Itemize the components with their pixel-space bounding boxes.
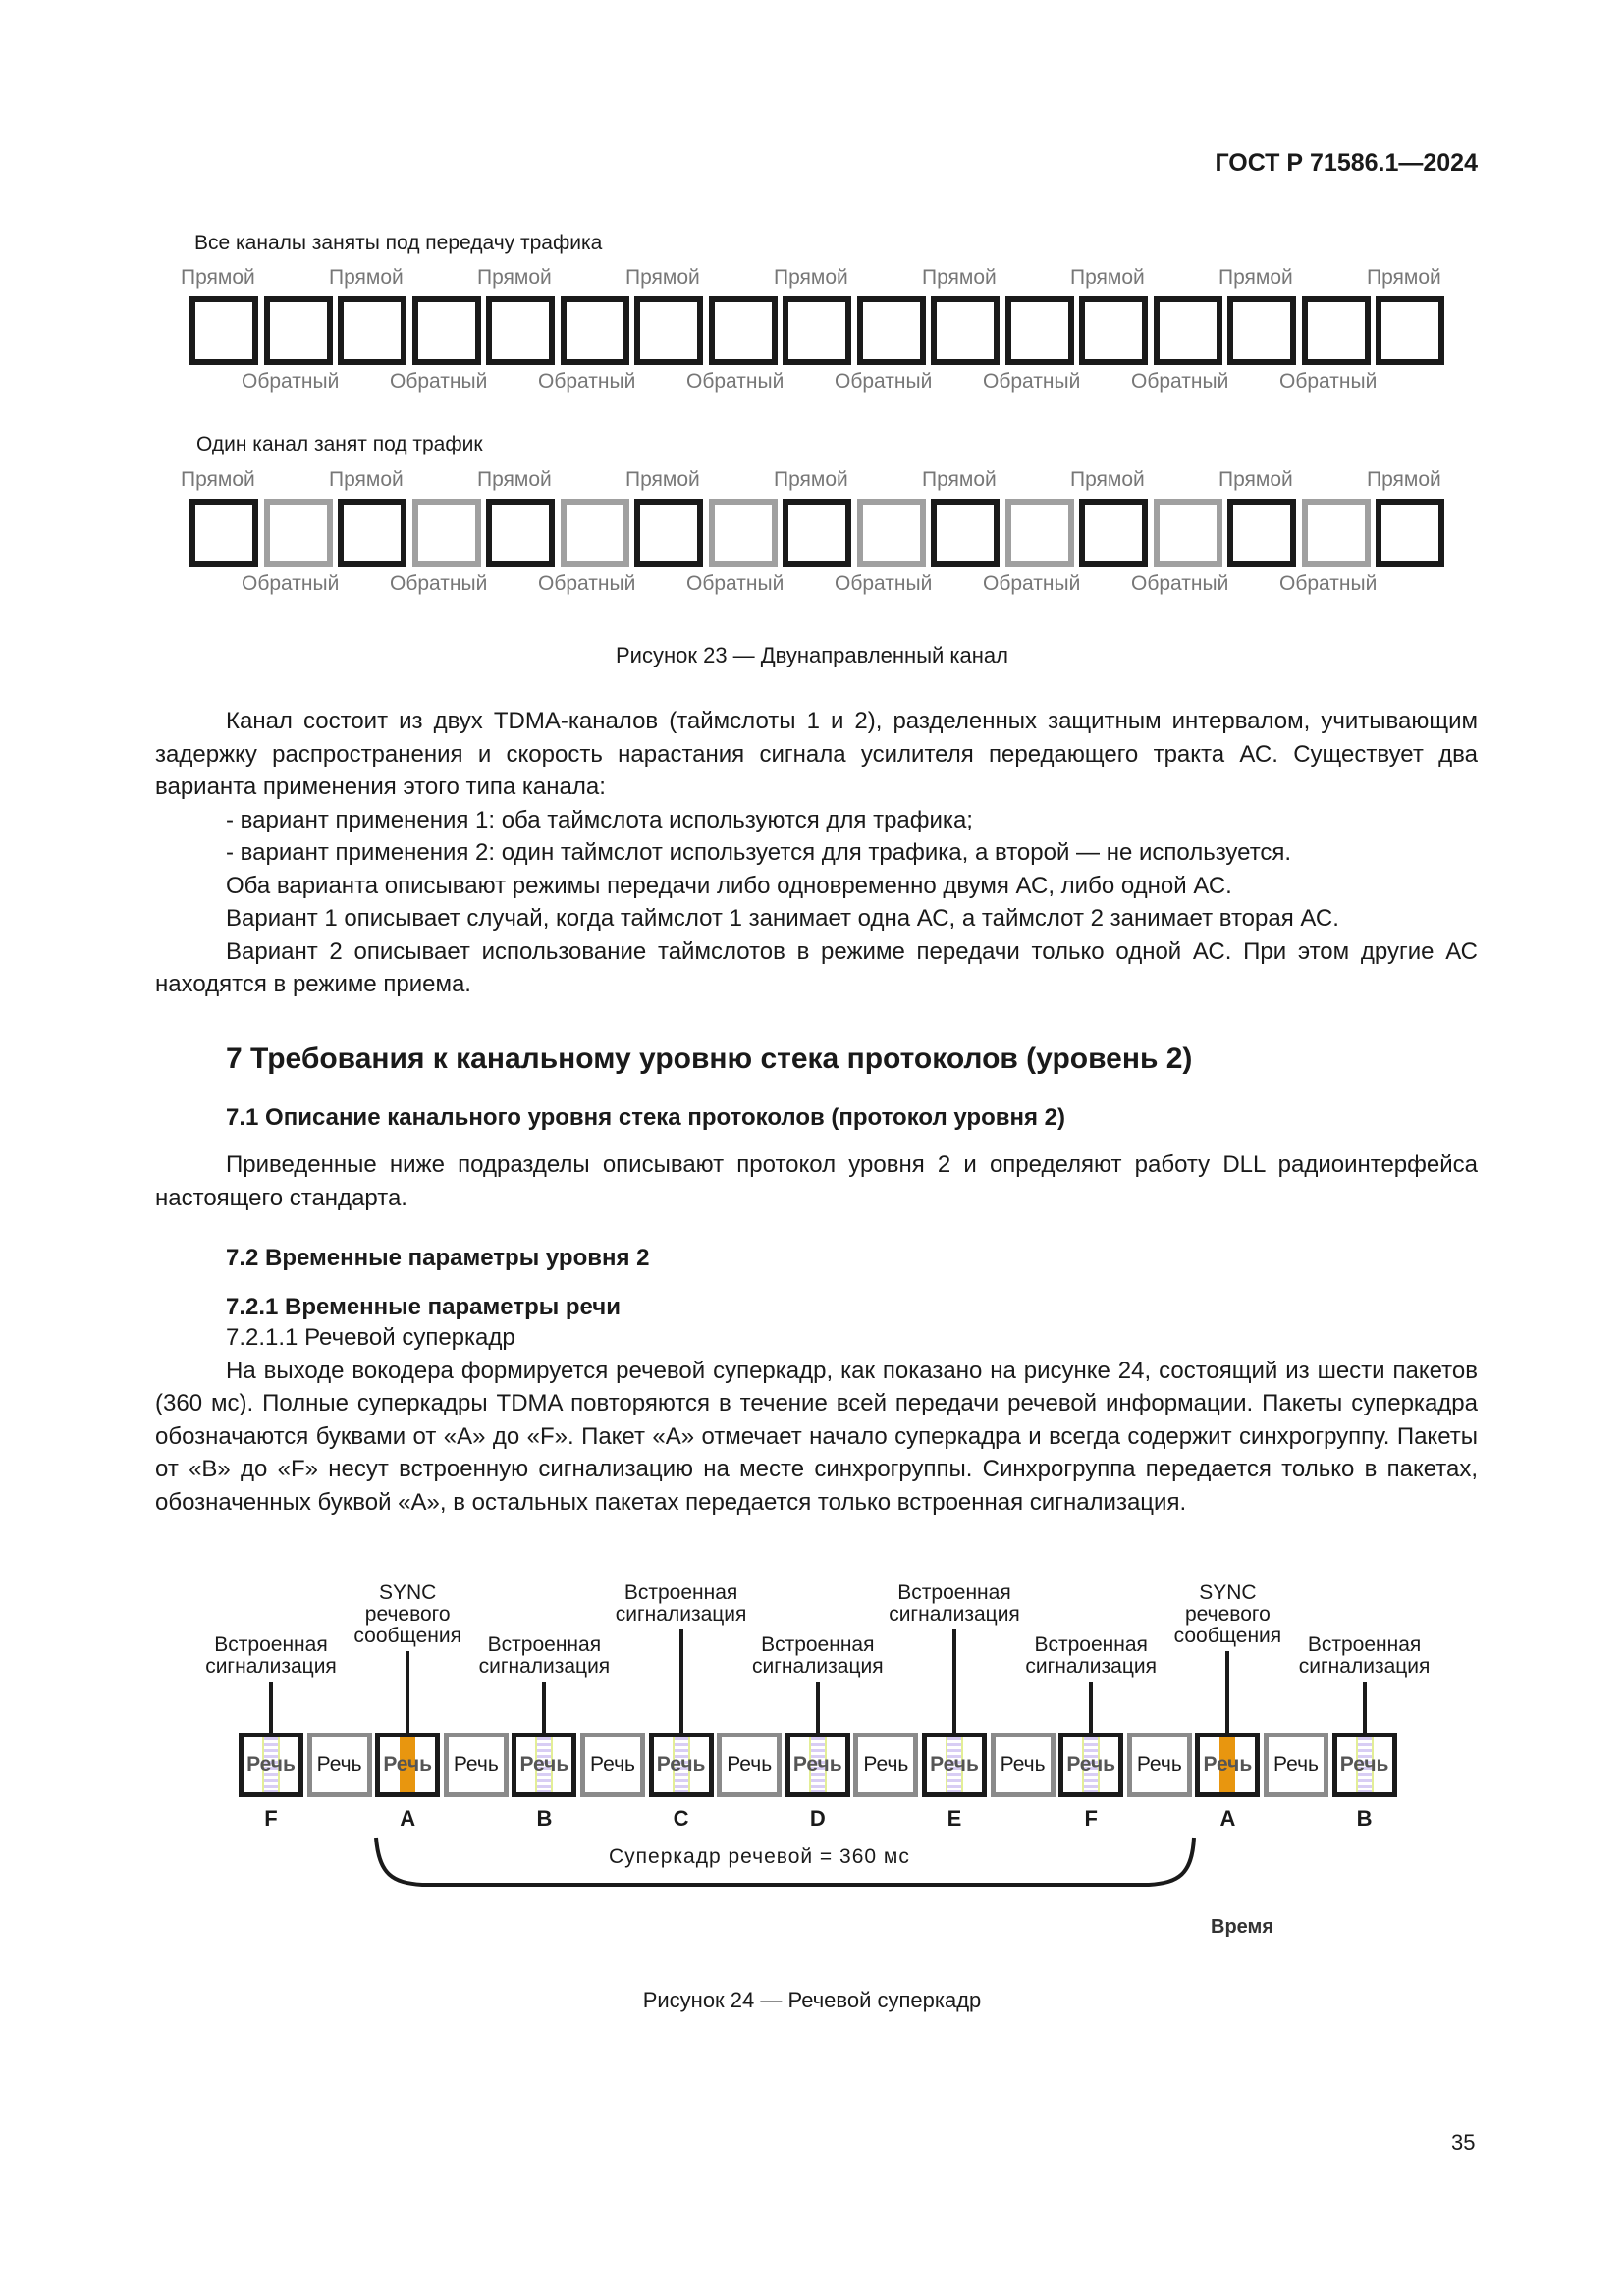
paragraph: Вариант 1 описывает случай, когда таймслот 1 занимает одна АС, а таймслот 2 занимает вторая АС. (226, 905, 1339, 932)
callout-label: Встроенная сигнализация (752, 1633, 884, 1678)
burst-label: Речь (727, 1753, 773, 1776)
timeslot-busy (1302, 296, 1371, 365)
burst-letter: B (1356, 1806, 1373, 1831)
reverse-label: Обратный (1131, 572, 1229, 595)
callout-label: SYNC речевого сообщения (1173, 1581, 1282, 1647)
section-7-2-1-1-heading: 7.2.1.1 Речевой суперкадр (226, 1324, 515, 1351)
burst-embedded (649, 1733, 714, 1797)
forward-label: Прямой (774, 266, 848, 289)
forward-label: Прямой (774, 468, 848, 491)
document-id: ГОСТ Р 71586.1—2024 (1215, 149, 1478, 177)
timeslot-busy (338, 296, 406, 365)
reverse-label: Обратный (1279, 572, 1378, 595)
callout-label: Встроенная сигнализация (1025, 1633, 1157, 1678)
reverse-label: Обратный (983, 370, 1081, 393)
timeslot-busy (634, 499, 703, 567)
list-item: - вариант применения 2: один таймслот используется для трафика, а второй — не используется. (226, 839, 1292, 866)
list-item: - вариант применения 1: оба таймслота используются для трафика; (226, 806, 973, 833)
burst-label: Речь (519, 1753, 569, 1776)
reverse-label: Обратный (538, 572, 636, 595)
reverse-label: Обратный (686, 572, 785, 595)
timeslot-idle (1302, 499, 1371, 567)
timeslot-busy (486, 296, 555, 365)
paragraph: Вариант 2 описывает использование таймслотов в режиме передачи только одной АС. При этом другие АС находятся в режиме приема. (155, 937, 1478, 997)
timeslot-busy (783, 296, 851, 365)
callout-label: Встроенная сигнализация (205, 1633, 337, 1678)
burst-label: Речь (1000, 1753, 1046, 1776)
burst-plain (1264, 1733, 1328, 1797)
burst-label: Речь (383, 1753, 433, 1776)
forward-label: Прямой (329, 468, 404, 491)
burst-embedded (1332, 1733, 1397, 1797)
forward-label: Прямой (1070, 266, 1145, 289)
section-7-2-1-1 (155, 1321, 1478, 1519)
timeslot-busy (189, 296, 258, 365)
callout-label: Встроенная сигнализация (478, 1633, 611, 1678)
timeslot-busy (1079, 296, 1148, 365)
burst-embedded (785, 1733, 850, 1797)
figure-24-caption: Рисунок 24 — Речевой суперкадр (642, 1988, 982, 2012)
burst-label: Речь (246, 1753, 296, 1776)
paragraph: Оба варианта описывают режимы передачи либо одновременно двумя АС, либо одной АС. (226, 872, 1232, 899)
reverse-label: Обратный (242, 370, 340, 393)
superframe-duration-label: Суперкадр речевой = 360 мс (609, 1845, 910, 1868)
forward-label: Прямой (625, 468, 700, 491)
burst-embedded (239, 1733, 303, 1797)
burst-label: Речь (930, 1753, 979, 1776)
callout-label: Встроенная сигнализация (889, 1581, 1020, 1626)
section-7-heading: 7 Требования к канальному уровню стека протоколов (уровень 2) (226, 1042, 1193, 1075)
burst-plain (444, 1733, 509, 1797)
timeslot-busy (857, 296, 926, 365)
timeslot-busy (1376, 499, 1444, 567)
panel-all-title: Все каналы заняты под передачу трафика (194, 232, 603, 254)
timeslot-busy (561, 296, 629, 365)
burst-label: Речь (792, 1753, 842, 1776)
burst-letter: F (1084, 1806, 1098, 1831)
reverse-label: Обратный (1279, 370, 1378, 393)
forward-label: Прямой (329, 266, 404, 289)
burst-label: Речь (1136, 1753, 1182, 1776)
burst-plain (307, 1733, 372, 1797)
panel-one-title: Один канал занят под трафик (196, 433, 483, 455)
reverse-label: Обратный (1131, 370, 1229, 393)
reverse-label: Обратный (983, 572, 1081, 595)
reverse-label: Обратный (835, 370, 933, 393)
forward-label: Прямой (922, 266, 997, 289)
burst-letter: E (947, 1806, 962, 1831)
burst-plain (580, 1733, 645, 1797)
timeslot-idle (412, 499, 481, 567)
forward-label: Прямой (922, 468, 997, 491)
burst-embedded (1058, 1733, 1123, 1797)
forward-label: Прямой (1218, 266, 1293, 289)
burst-plain (717, 1733, 782, 1797)
burst-plain (991, 1733, 1056, 1797)
timeslot-busy (1079, 499, 1148, 567)
page-number: 35 (1451, 2130, 1476, 2155)
paragraph: Канал состоит из двух TDMA-каналов (таймслоты 1 и 2), разделенных защитным интервалом, учитывающим задержку распространения и скорость нарастания сигнала усилителя передающего тракта АС. Существует два варианта применения этого типа канала: (155, 708, 1478, 800)
paragraph: На выходе вокодера формируется речевой суперкадр, как показано на рисунке 24, состоящий из шести пакетов (360 мс). Полные суперкадры TDMA повторяются в течение всей передачи речевой информации. Пакеты суперкадра обозначаются буквами от «A» до «F». Пакет «A» отмечает начало суперкадра и всегда содержит синхрогруппу. Пакеты от «B» до «F» несут встроенную сигнализацию на месте синхрогруппы. Синхрогруппа передается только в пакетах, обозначенных буквой «A», в остальных пакетах передается только встроенная сигнализация. (155, 1357, 1478, 1516)
burst-embedded (922, 1733, 987, 1797)
forward-label: Прямой (1218, 468, 1293, 491)
timeslot-busy (1227, 296, 1296, 365)
burst-letter: C (673, 1806, 689, 1831)
burst-letter: F (264, 1806, 278, 1831)
timeslot-busy (338, 499, 406, 567)
section-7-2-heading: 7.2 Временные параметры уровня 2 (226, 1245, 650, 1271)
reverse-label: Обратный (390, 370, 488, 393)
burst-letter: B (536, 1806, 553, 1831)
reverse-label: Обратный (390, 572, 488, 595)
burst-plain (853, 1733, 918, 1797)
timeslot-busy (189, 499, 258, 567)
paragraph: Приведенные ниже подразделы описывают протокол уровня 2 и определяют работу DLL радиоинтерфейса настоящего стандарта. (155, 1151, 1478, 1211)
forward-label: Прямой (477, 266, 552, 289)
burst-label: Речь (590, 1753, 635, 1776)
timeslot-busy (264, 296, 333, 365)
section-7-1-text (155, 1148, 1478, 1214)
timeslot-idle (857, 499, 926, 567)
forward-label: Прямой (1367, 266, 1441, 289)
section-7-2-1-heading: 7.2.1 Временные параметры речи (226, 1294, 621, 1320)
burst-label: Речь (1203, 1753, 1253, 1776)
forward-label: Прямой (181, 266, 255, 289)
burst-sync (1195, 1733, 1260, 1797)
burst-letter: A (400, 1806, 416, 1831)
timeslot-busy (486, 499, 555, 567)
timeslot-idle (1005, 499, 1074, 567)
burst-label: Речь (316, 1753, 362, 1776)
timeslot-busy (931, 296, 1000, 365)
reverse-label: Обратный (835, 572, 933, 595)
timeslot-busy (412, 296, 481, 365)
timeslot-idle (1154, 499, 1222, 567)
reverse-label: Обратный (538, 370, 636, 393)
section-7-1-heading: 7.1 Описание канального уровня стека протоколов (протокол уровня 2) (226, 1104, 1065, 1131)
timeslot-idle (709, 499, 778, 567)
forward-label: Прямой (625, 266, 700, 289)
burst-label: Речь (1066, 1753, 1116, 1776)
time-axis-label: Время (1211, 1916, 1273, 1938)
burst-label: Речь (656, 1753, 706, 1776)
burst-label: Речь (453, 1753, 499, 1776)
forward-label: Прямой (477, 468, 552, 491)
body-text-channel (155, 705, 1478, 1001)
reverse-label: Обратный (686, 370, 785, 393)
timeslot-busy (634, 296, 703, 365)
timeslot-idle (561, 499, 629, 567)
forward-label: Прямой (181, 468, 255, 491)
callout-label: SYNC речевого сообщения (353, 1581, 461, 1647)
timeslot-busy (783, 499, 851, 567)
timeslot-busy (1005, 296, 1074, 365)
timeslot-busy (1227, 499, 1296, 567)
forward-label: Прямой (1367, 468, 1441, 491)
burst-plain (1127, 1733, 1192, 1797)
timeslot-busy (709, 296, 778, 365)
callout-label: Встроенная сигнализация (615, 1581, 747, 1626)
burst-letter: A (1219, 1806, 1236, 1831)
timeslot-idle (264, 499, 333, 567)
burst-label: Речь (1339, 1753, 1389, 1776)
reverse-label: Обратный (242, 572, 340, 595)
timeslot-busy (1154, 296, 1222, 365)
burst-sync (375, 1733, 440, 1797)
burst-letter: D (809, 1806, 826, 1831)
timeslot-busy (1376, 296, 1444, 365)
callout-label: Встроенная сигнализация (1298, 1633, 1431, 1678)
burst-label: Речь (863, 1753, 909, 1776)
timeslot-busy (931, 499, 1000, 567)
burst-embedded (512, 1733, 576, 1797)
burst-label: Речь (1273, 1753, 1319, 1776)
figure-23-caption: Рисунок 23 — Двунаправленный канал (616, 643, 1008, 667)
forward-label: Прямой (1070, 468, 1145, 491)
